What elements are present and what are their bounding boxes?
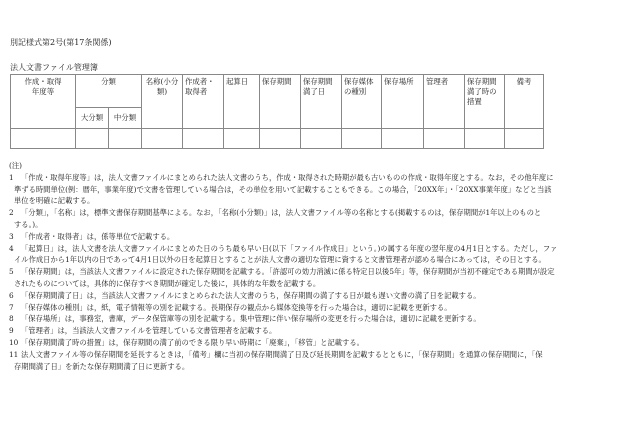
note-text: 「保存期間満了時の措置」は，保存期間の満了前のできる限り早い時期に「廃棄」，「移管」と記載する。: [21, 337, 364, 347]
ledger-title: 法人文書ファイル管理簿: [10, 63, 98, 72]
note-number: 5: [9, 267, 14, 277]
note-text: 「分類」，「名称」は，標準文書保存期間基準による。なお，「名称(小分類)」は，法人文書ファイル等の名称とする(掲載するのは，保存期間が1年以上のものと: [21, 208, 542, 218]
note-number: 10: [9, 337, 19, 347]
note-text: 「保存媒体の種別」は，紙，電子情報等の別を記載する。長期保存の観点から媒体変換等を行った場合は，適切に記載を更新する。: [21, 302, 452, 312]
note-text: 準ずる時間単位(例：暦年，事業年度)で文書を管理している場合は，その単位を用いて記載することもできる。この場合，「20XX年」・「20XX事業年度」などと当該: [14, 184, 552, 194]
note-number: 4: [9, 243, 14, 253]
note-item: [9, 231, 557, 243]
note-continuation: [9, 254, 557, 266]
note-text: 「保存期間満了日」は，当該法人文書ファイルにまとめられた法人文書のうち，保存期間の満了する日が最も遅い文書の満了日を記載する。: [21, 290, 481, 300]
cell: [183, 129, 224, 149]
header-middle: 中分類: [109, 108, 142, 129]
header-major: 大分類: [76, 108, 109, 129]
cell: [109, 129, 142, 149]
header-name: 名称(小分類): [142, 75, 183, 129]
note-text: 「管理者」は，当該法人文書ファイルを管理している文書管理者を記載する。: [21, 326, 277, 336]
note-item: [9, 325, 557, 337]
note-item: [9, 349, 557, 361]
cell: [465, 129, 505, 149]
note-text: されたものについては，具体的に保存すべき期間が確定した後に，具体的な年数を記載する。: [14, 278, 321, 288]
note-number: 6: [9, 290, 14, 300]
note-continuation: [9, 219, 557, 231]
note-text: 存期間満了日」を新たな保存期間満了日に更新する。: [14, 361, 190, 371]
note-item: [9, 243, 557, 255]
note-text: 「作成・取得年度等」は，法人文書ファイルにまとめられた法人文書のうち，作成・取得された時期が最も古いものの作成・取得年度とする。なお，その他年度に: [21, 172, 554, 182]
notes-section: [9, 160, 557, 372]
note-number: 11: [9, 349, 19, 359]
note-item: [9, 172, 557, 184]
header-classification: 分類: [76, 75, 142, 108]
note-text: する。)。: [14, 219, 43, 229]
note-continuation: [9, 278, 557, 290]
note-text: 「作成者・取得者」は，係等単位で記載する。: [21, 231, 175, 241]
note-item: [9, 290, 557, 302]
table-row: [11, 129, 544, 149]
header-expiry-date: 保存期間満了日: [301, 75, 342, 129]
cell: [382, 129, 424, 149]
header-manager: 管理者: [424, 75, 465, 129]
note-continuation: [9, 195, 557, 207]
note-text: イル作成日から1年以内の日であって4月1日以外の日を起算日とすることが法人文書の適切な管理に資すると文書管理者が認める場合にあっては，その日とする。: [14, 255, 546, 265]
header-start-date: 起算日: [224, 75, 260, 129]
note-item: [9, 313, 557, 325]
cell: [505, 129, 544, 149]
note-text: 法人文書ファイル等の保存期間を延長するときは，「備考」欄に当初の保存期間満了日及び延長期間を記載するとともに，「保存期間」を通算の保存期間に，「保: [21, 349, 543, 359]
cell: [142, 129, 183, 149]
cell: [76, 129, 109, 149]
cell: [301, 129, 342, 149]
note-number: 2: [9, 208, 14, 218]
note-number: 1: [9, 172, 14, 182]
note-text: 「保存期間」は，当該法人文書ファイルに設定された保存期間を記載する。「許認可の効力消滅に係る特定日以後5年」等，保存期間が当初不確定である期間が設定: [21, 267, 555, 277]
cell: [342, 129, 382, 149]
note-item: [9, 207, 557, 219]
header-remarks: 備考: [505, 75, 544, 129]
note-number: 8: [9, 314, 14, 324]
note-text: 「保存場所」は，事務室，書庫，データ保管庫等の別を記載する。集中管理に伴い保存場所の変更を行った場合は，適切に記載を更新する。: [21, 314, 481, 324]
note-number: 7: [9, 302, 14, 312]
note-item: [9, 266, 557, 278]
note-item: [9, 302, 557, 314]
form-number: 別記様式第2号(第17条関係): [10, 38, 112, 47]
cell: [260, 129, 301, 149]
note-number: 3: [9, 231, 14, 241]
note-continuation: [9, 184, 557, 196]
notes-heading: (注): [9, 161, 22, 170]
note-text: 単位を明確に記載する。: [14, 196, 95, 206]
header-retention-period: 保存期間: [260, 75, 301, 129]
cell: [11, 129, 76, 149]
header-year: 作成・取得年度等: [11, 75, 76, 129]
note-continuation: [9, 361, 557, 373]
header-action: 保存期間満了時の措置: [465, 75, 505, 129]
note-text: 「起算日」は，法人文書を法人文書ファイルにまとめた日のうち最も早い日(以下「ファイル作成日」という。)の属する年度の翌年度の4月1日とする。ただし，ファ: [21, 243, 558, 253]
header-location: 保存場所: [382, 75, 424, 129]
file-management-ledger-table: [10, 74, 544, 149]
cell: [424, 129, 465, 149]
cell: [224, 129, 260, 149]
note-number: 9: [9, 326, 14, 336]
note-item: [9, 337, 557, 349]
header-creator: 作成者・取得者: [183, 75, 224, 129]
header-media: 保存媒体の種別: [342, 75, 382, 129]
